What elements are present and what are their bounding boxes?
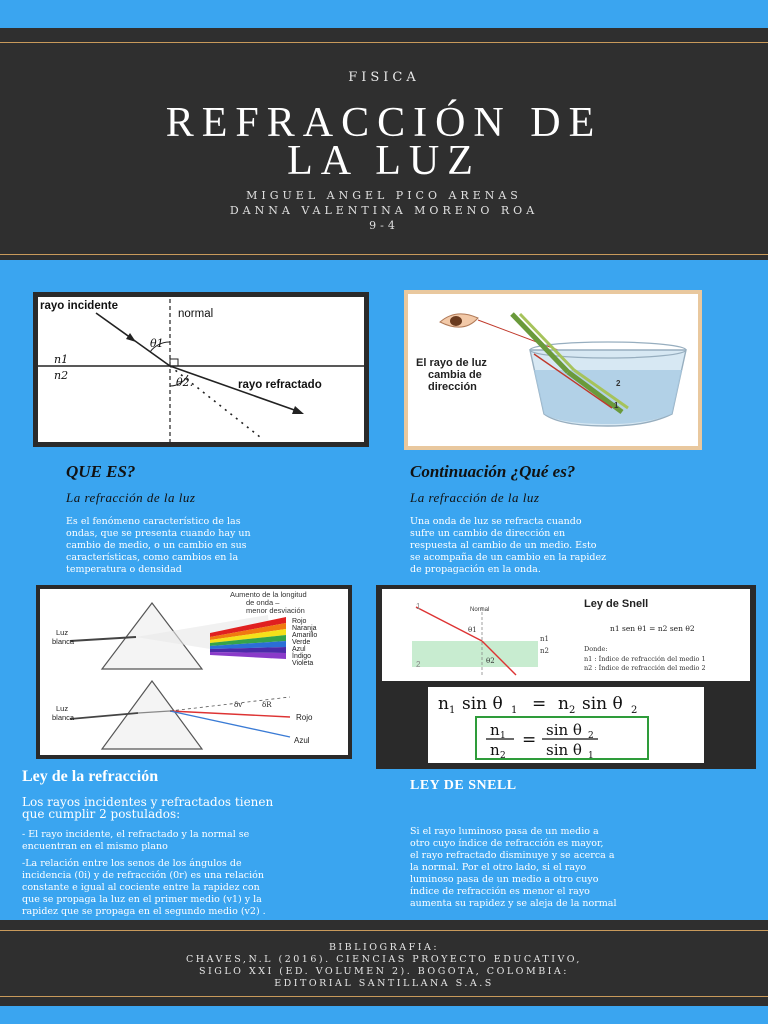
eye-pupil <box>450 316 462 326</box>
postulado-2-line: rapidez que se propaga en el segundo medio (v2) . <box>22 906 266 917</box>
medium-2-label: 2 <box>416 660 421 669</box>
header-rule-top <box>0 42 768 43</box>
postulado-2-line: -La relación entre los senos de los ángulos de <box>22 858 242 869</box>
label-dr: δR <box>262 701 272 709</box>
label-rojo-out: Rojo <box>296 713 313 722</box>
formula-sub-1b: 1 <box>511 705 518 716</box>
bibliography-heading: BIBLIOGRAFIA: <box>328 942 440 953</box>
color-label: Naranja <box>292 625 317 632</box>
bibliography-line-3: EDITORIAL SANTILLANA S.A.S <box>274 978 494 989</box>
color-label: Amarillo <box>292 632 318 639</box>
continuacion-line: sufre un cambio de dirección en <box>410 528 566 539</box>
que-es-line: características, como cambios en la <box>66 552 239 563</box>
refraction-diagram-svg <box>38 297 364 442</box>
color-labels <box>292 618 317 667</box>
color-label: Rojo <box>292 618 307 625</box>
note-line-2: de onda – <box>246 598 280 607</box>
mark-1: 1 <box>614 401 619 410</box>
formula-sub-2b: 2 <box>631 705 638 716</box>
intro-line-1: Los rayos incidentes y refractados tienen <box>22 795 274 809</box>
continuacion-line: respuesta al cambio de un medio. Esto <box>410 540 597 551</box>
que-es-line: ondas, que se presenta cuando hay un <box>66 528 251 539</box>
ley-snell-body <box>410 826 617 910</box>
medium-1-label: 1 <box>416 602 421 611</box>
label-t2: θ2 <box>486 657 495 665</box>
que-es-line: Es el fenómeno característico de las <box>66 516 241 527</box>
header-band <box>0 28 768 260</box>
postulado-2-line: que se propaga la luz en el primer medio (v1) y la <box>22 894 262 905</box>
snell-line: la normal. Por el otro lado, si el rayo <box>410 862 587 873</box>
formula-n1: n <box>438 694 449 714</box>
big-formula <box>438 694 637 716</box>
subject-label: FISICA <box>348 70 420 85</box>
ley-snell-title: LEY DE SNELL <box>410 778 517 793</box>
caption-line-3: dirección <box>428 381 477 393</box>
medium-2-area <box>412 641 538 667</box>
water <box>534 370 682 424</box>
snell-line: el rayo refractado disminuye y se acerca a <box>410 850 615 861</box>
title-line-2: LA LUZ <box>287 138 481 184</box>
footer-band <box>0 920 768 1006</box>
bibliography-line-2: SIGLO XXI (ED. VOLUMEN 2). BOGOTA, COLOMBIA: <box>198 966 569 977</box>
bibliography <box>0 942 768 990</box>
donde-label: Donde: <box>584 645 608 653</box>
glass-straw-svg <box>408 294 698 446</box>
ratio-equals: = <box>522 730 537 750</box>
label-azul-out: Azul <box>294 736 310 745</box>
band-violeta <box>210 652 286 659</box>
postulado-2-line: constante e igual al cociente entre la rapidez con <box>22 882 260 893</box>
luz-label-2a: Luz <box>56 704 69 713</box>
footer-rule-bottom <box>0 996 768 997</box>
postulado-2 <box>22 858 266 918</box>
formula-equals: = <box>532 694 547 714</box>
label-n2: n2 <box>54 369 69 382</box>
formula-sin2: sin θ <box>582 694 623 714</box>
label-n1: n1 <box>54 353 69 366</box>
prism-dispersion-diagram <box>36 585 352 759</box>
prism-svg <box>40 589 348 755</box>
color-label: Azul <box>292 646 306 653</box>
snell-svg <box>376 585 756 769</box>
note-line-1: Aumento de la longitud <box>230 590 307 599</box>
continuacion-heading: Continuación ¿Qué es? <box>410 462 576 481</box>
ratio-sub-n2: 2 <box>500 751 506 761</box>
title-line-1: REFRACCIÓN DE <box>165 100 603 146</box>
snell-law-diagram <box>376 585 756 769</box>
caption-line-2: cambia de <box>428 369 482 381</box>
caption-line-1: El rayo de luz <box>416 357 487 369</box>
label-theta2: θ2. <box>176 376 194 389</box>
refraction-diagram <box>33 292 369 447</box>
snell-line: Si el rayo luminoso pasa de un medio a <box>410 826 599 837</box>
que-es-subtitle: La refracción de la luz <box>66 490 196 505</box>
continuacion-line: Una onda de luz se refracta cuando <box>410 516 582 527</box>
grade: 9-4 <box>369 219 399 232</box>
ley-refraccion-title: Ley de la refracción <box>22 768 159 785</box>
ratio-n1: n <box>490 721 500 739</box>
continuacion-line: se acompaña de un cambio en la rapidez <box>410 552 607 563</box>
author-2: DANNA VALENTINA MORENO ROA <box>229 204 539 217</box>
color-label: Índigo <box>292 653 312 660</box>
note-line-3: menor desviación <box>246 606 305 615</box>
label-incident: rayo incidente <box>40 300 118 312</box>
snell-small-formula: n1 sen θ1 = n2 sen θ2 <box>610 624 695 633</box>
continuacion-subtitle: La refracción de la luz <box>410 490 540 505</box>
ratio-sin1: sin θ <box>546 741 582 759</box>
postulado-2-line: incidencia (0i) y de refracción (0r) es una relación <box>22 870 264 881</box>
extension-dashed <box>170 697 290 711</box>
refracted-arrowhead <box>292 406 304 414</box>
ratio-n2: n <box>490 741 500 759</box>
ley-refraccion-intro <box>22 796 273 820</box>
formula-sin1: sin θ <box>462 694 503 714</box>
que-es-body <box>66 516 251 576</box>
continuacion-body <box>410 516 606 576</box>
label-snell-n2: n2 <box>540 647 549 655</box>
page-title <box>0 100 768 184</box>
right-angle-mark <box>170 359 178 366</box>
postulado-1-line-1: - El rayo incidente, el refractado y la normal se <box>22 829 250 840</box>
snell-line: aumenta su rapidez y se aleja de la normal <box>410 898 617 909</box>
formula-sub-1a: 1 <box>449 705 456 716</box>
continuacion-line: de propagación en la onda. <box>410 564 541 575</box>
formula-n2: n <box>558 694 569 714</box>
label-dv: δv <box>234 701 243 709</box>
ratio-sub-sin2: 2 <box>588 731 594 741</box>
incident-arrowhead <box>126 333 136 342</box>
author-1: MIGUEL ANGEL PICO ARENAS <box>246 189 522 202</box>
ratio-sin2: sin θ <box>546 721 582 739</box>
label-normal: normal <box>178 308 214 320</box>
definition-n1: n1 : Índice de refracción del medio 1 <box>584 655 706 663</box>
color-label: Verde <box>292 639 311 646</box>
que-es-heading: QUE ES? <box>66 462 136 481</box>
luz-label-1b: blanca <box>52 637 75 646</box>
snell-line: índice de refracción es menor el rayo <box>410 886 590 897</box>
color-label: Violeta <box>292 660 314 667</box>
glass-straw-illustration <box>404 290 702 450</box>
definition-n2: n2 : Índice de refracción del medio 2 <box>584 664 706 672</box>
mark-2: 2 <box>616 379 621 388</box>
intro-line-2: que cumplir 2 postulados: <box>22 807 181 821</box>
postulado-1-line-2: encuentran en el mismo plano <box>22 841 168 852</box>
label-normal-small: Normal <box>470 607 490 613</box>
snell-small-title: Ley de Snell <box>584 598 649 610</box>
label-t1: θ1 <box>468 626 477 634</box>
label-snell-n1: n1 <box>540 635 549 643</box>
header-rule-bottom <box>0 254 768 255</box>
luz-label-2b: blanca <box>52 713 75 722</box>
authors <box>0 188 768 233</box>
bibliography-line-1: CHAVES,N.L (2016). CIENCIAS PROYECTO EDUCATIVO, <box>186 954 582 965</box>
postulado-1 <box>22 829 249 853</box>
label-refracted: rayo refractado <box>238 379 322 391</box>
ratio-sub-sin1: 1 <box>588 751 594 761</box>
luz-label-1a: Luz <box>56 628 69 637</box>
snell-line: luminoso pasa de un medio a otro cuyo <box>410 874 599 885</box>
formula-sub-2a: 2 <box>569 705 576 716</box>
que-es-line: temperatura o densidad <box>66 564 182 575</box>
footer-rule-top <box>0 930 768 931</box>
snell-line: otro cuyo índice de refracción es mayor, <box>410 838 604 849</box>
que-es-line: cambio de medio, o un cambio en sus <box>66 540 247 551</box>
red-out-ray <box>170 711 290 717</box>
label-theta1: θ1 <box>150 337 164 350</box>
ratio-sub-n1: 1 <box>500 731 506 741</box>
